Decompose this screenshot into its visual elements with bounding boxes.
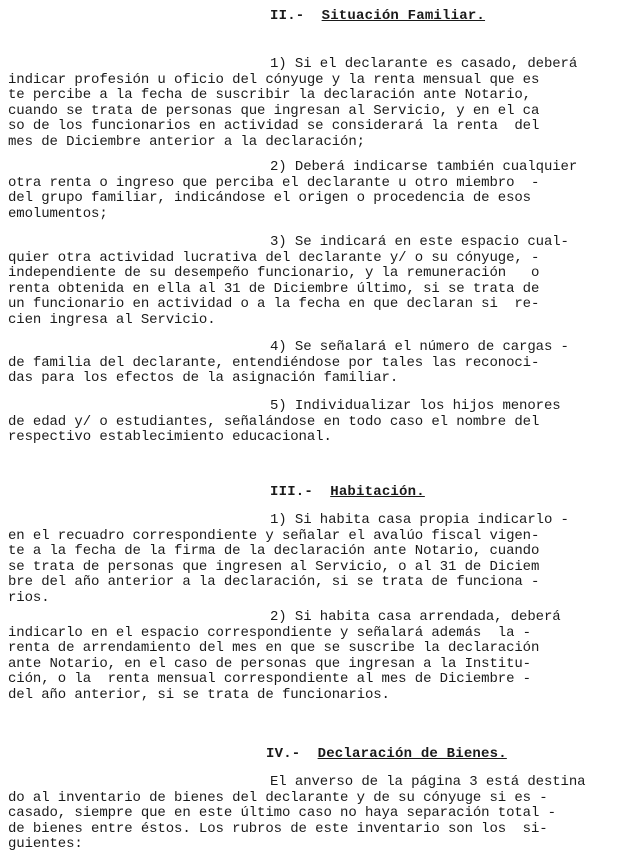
text-line: del año anterior, si se trata de funcionarios. <box>8 686 390 703</box>
section-title: Situación Familiar. <box>321 8 486 24</box>
text-line: rios. <box>8 589 50 606</box>
text-line: 2) Si habita casa arrendada, deberá <box>270 609 561 625</box>
text-line: de bienes entre éstos. Los rubros de este inventario son los si- <box>8 820 548 837</box>
text-line: cuando se trata de personas que ingresan al Servicio, y en el ca <box>8 102 540 119</box>
text-line: 1) Si habita casa propia indicarlo - <box>270 512 569 528</box>
text-line: indicar profesión u oficio del cónyuge y la renta mensual que es <box>8 71 540 88</box>
paragraph <box>8 160 620 222</box>
text-line: renta obtenida en ella al 31 de Diciembre último, si se trata de <box>8 280 540 297</box>
text-line: emolumentos; <box>8 205 108 222</box>
text-line: 4) Se señalará el número de cargas - <box>270 339 569 355</box>
text-line: de familia del declarante, entendiéndose por tales las reconoci- <box>8 354 540 371</box>
section-heading-iii <box>270 484 425 500</box>
text-line: de edad y/ o estudiantes, señalándose en todo caso el nombre del <box>8 413 540 430</box>
section-number: III.- <box>270 484 314 500</box>
text-line: mes de Diciembre anterior a la declaración; <box>8 133 365 150</box>
text-line: casado, siempre que en este último caso no haya separación total - <box>8 805 556 822</box>
text-line: so de los funcionarios en actividad se considerará la renta del <box>8 118 540 135</box>
section-heading-iv <box>266 746 507 762</box>
section-title: Habitación. <box>330 484 425 500</box>
text-line: otra renta o ingreso que perciba el declarante u otro miembro - <box>8 174 540 191</box>
text-line: respectivo establecimiento educacional. <box>8 429 332 446</box>
text-line: El anverso de la página 3 está destina <box>270 774 586 790</box>
section-heading-ii <box>270 8 485 24</box>
text-line: 2) Deberá indicarse también cualquier <box>270 159 578 175</box>
text-line: del grupo familiar, indicándose el origen o procedencia de esos <box>8 190 531 207</box>
paragraph <box>8 775 620 853</box>
text-line: un funcionario en actividad o a la fecha en que declaran si re- <box>8 296 540 313</box>
text-line: en el recuadro correspondiente y señalar el avalúo fiscal vigen- <box>8 527 540 544</box>
text-line: indicarlo en el espacio correspondiente y señalará además la - <box>8 624 531 641</box>
text-line: bre del año anterior a la declaración, si se trata de funciona - <box>8 574 540 591</box>
paragraph <box>8 57 620 151</box>
section-number: IV.- <box>266 746 301 762</box>
text-line: 3) Se indicará en este espacio cual- <box>270 234 569 250</box>
text-line: cien ingresa al Servicio. <box>8 311 216 328</box>
text-line: ante Notario, en el caso de personas que ingresan a la Institu- <box>8 655 531 672</box>
paragraph <box>8 340 620 387</box>
text-line: guientes: <box>8 836 83 853</box>
text-line: ción, o la renta mensual correspondiente al mes de Diciembre - <box>8 671 531 688</box>
text-line: renta de arrendamiento del mes en que se suscribe la declaración <box>8 640 540 657</box>
section-title: Declaración de Bienes. <box>317 746 507 762</box>
paragraph <box>8 610 620 704</box>
text-line: independiente de su desempeño funcionario, y la remuneración o <box>8 265 540 282</box>
text-line: 1) Si el declarante es casado, deberá <box>270 56 578 72</box>
text-line: se trata de personas que ingresen al Servicio, o al 31 de Diciem <box>8 558 540 575</box>
paragraph <box>8 399 620 446</box>
paragraph <box>8 513 620 607</box>
text-line: te percibe a la fecha de suscribir la declaración ante Notario, <box>8 87 531 104</box>
section-number: II.- <box>270 8 305 24</box>
text-line: quier otra actividad lucrativa del declarante y/ o su cónyuge, - <box>8 249 540 266</box>
text-line: 5) Individualizar los hijos menores <box>270 398 561 414</box>
text-line: te a la fecha de la firma de la declaración ante Notario, cuando <box>8 543 540 560</box>
paragraph <box>8 235 620 329</box>
text-line: do al inventario de bienes del declarante y de su cónyuge si es - <box>8 789 548 806</box>
text-line: das para los efectos de la asignación familiar. <box>8 370 399 387</box>
